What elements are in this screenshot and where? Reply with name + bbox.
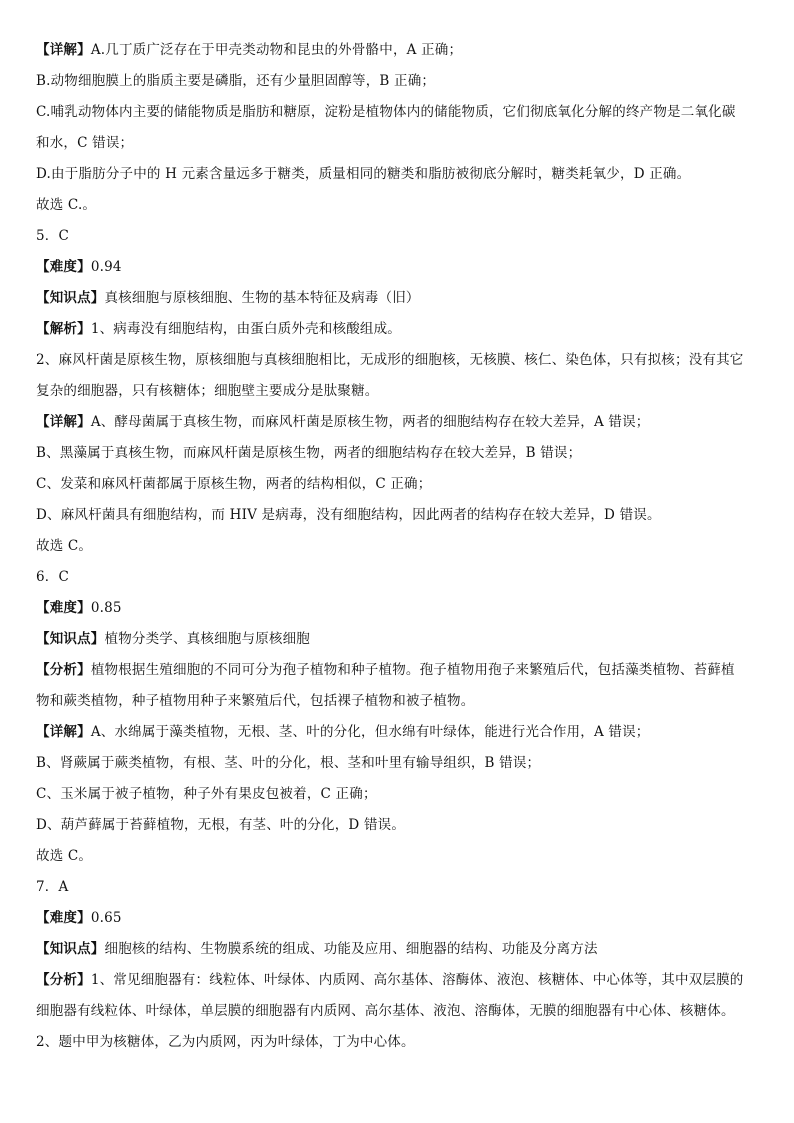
text-line <box>36 350 766 370</box>
text-line <box>36 1032 766 1052</box>
section-tag: 【难度】 <box>36 259 91 275</box>
line-text: 5．C <box>36 228 70 244</box>
text-line <box>36 443 766 463</box>
text-line <box>36 536 766 556</box>
text-line <box>36 753 766 773</box>
line-text: 7．A <box>36 879 69 895</box>
text-line <box>36 195 766 215</box>
line-text: A、酵母菌属于真核生物，而麻风杆菌是原核生物，两者的细胞结构存在较大差异，A 错误； <box>90 414 650 430</box>
line-text: 0.65 <box>90 910 122 926</box>
text-line <box>36 908 766 928</box>
text-line <box>36 505 766 525</box>
line-text: 故选 C。 <box>36 848 93 864</box>
line-text: 植物分类学、真核细胞与原核细胞 <box>104 631 310 647</box>
line-text: A.几丁质广泛存在于甲壳类动物和昆虫的外骨骼中，A 正确； <box>90 42 463 58</box>
section-tag: 【难度】 <box>36 600 91 616</box>
section-tag: 【详解】 <box>36 42 91 58</box>
line-text: B.动物细胞膜上的脂质主要是磷脂，还有少量胆固醇等，B 正确； <box>36 73 436 89</box>
line-text: 故选 C.。 <box>36 197 97 213</box>
text-line <box>36 381 766 401</box>
text-line <box>36 102 766 122</box>
line-text: 6．C <box>36 569 70 585</box>
section-tag: 【知识点】 <box>36 941 105 957</box>
line-text: 真核细胞与原核细胞、生物的基本特征及病毒（旧） <box>104 290 420 306</box>
text-line <box>36 567 766 587</box>
text-line <box>36 164 766 184</box>
text-line <box>36 660 766 680</box>
line-text: D.由于脂肪分子中的 H 元素含量远多于糖类，质量相同的糖类和脂肪被彻底分解时，糖类耗氧少，D 正确。 <box>36 166 691 182</box>
line-text: D、葫芦藓属于苔藓植物，无根，有茎、叶的分化，D 错误。 <box>36 817 406 833</box>
section-tag: 【详解】 <box>36 724 91 740</box>
section-tag: 【知识点】 <box>36 631 105 647</box>
line-text: 复杂的细胞器，只有核糖体；细胞壁主要成分是肽聚糖。 <box>36 383 379 399</box>
line-text: 植物根据生殖细胞的不同可分为孢子植物和种子植物。孢子植物用孢子来繁殖后代，包括藻类植物、苔藓植 <box>90 662 735 678</box>
line-text: 2、麻风杆菌是原核生物，原核细胞与真核细胞相比，无成形的细胞核，无核膜、核仁、染色体，只有拟核；没有其它 <box>36 352 744 368</box>
section-tag: 【难度】 <box>36 910 91 926</box>
line-text: 和水，C 错误； <box>36 135 134 151</box>
text-line <box>36 40 766 60</box>
text-line <box>36 71 766 91</box>
line-text: B、肾蕨属于蕨类植物，有根、茎、叶的分化，根、茎和叶里有输导组织，B 错误； <box>36 755 541 771</box>
line-text: C、玉米属于被子植物，种子外有果皮包被着，C 正确； <box>36 786 377 802</box>
text-line <box>36 970 766 990</box>
section-tag: 【分析】 <box>36 972 91 988</box>
text-line <box>36 598 766 618</box>
line-text: 细胞器有线粒体、叶绿体，单层膜的细胞器有内质网、高尔基体、液泡、溶酶体，无膜的细胞器有中心体、核糖体。 <box>36 1003 735 1019</box>
text-line <box>36 691 766 711</box>
text-line <box>36 1001 766 1021</box>
line-text: C.哺乳动物体内主要的储能物质是脂肪和糖原，淀粉是植物体内的储能物质，它们彻底氧化分解的终产物是二氧化碳 <box>36 104 736 120</box>
line-text: A、水绵属于藻类植物，无根、茎、叶的分化，但水绵有叶绿体，能进行光合作用，A 错误； <box>90 724 650 740</box>
line-text: 0.94 <box>90 259 122 275</box>
text-line <box>36 474 766 494</box>
text-line <box>36 846 766 866</box>
line-text: D、麻风杆菌具有细胞结构，而 HIV 是病毒，没有细胞结构，因此两者的结构存在较大差异，D 错误。 <box>36 507 661 523</box>
text-line <box>36 133 766 153</box>
text-line <box>36 629 766 649</box>
line-text: 2、题中甲为核糖体，乙为内质网，丙为叶绿体，丁为中心体。 <box>36 1034 415 1050</box>
text-line <box>36 815 766 835</box>
text-line <box>36 319 766 339</box>
line-text: 1、常见细胞器有：线粒体、叶绿体、内质网、高尔基体、溶酶体、液泡、核糖体、中心体等，其中双层膜的 <box>90 972 744 988</box>
text-line <box>36 257 766 277</box>
section-tag: 【详解】 <box>36 414 91 430</box>
line-text: 1、病毒没有细胞结构，由蛋白质外壳和核酸组成。 <box>90 321 402 337</box>
text-line <box>36 288 766 308</box>
text-line <box>36 877 766 897</box>
line-text: 物和蕨类植物，种子植物用种子来繁殖后代，包括裸子植物和被子植物。 <box>36 693 475 709</box>
line-text: B、黑藻属于真核生物，而麻风杆菌是原核生物，两者的细胞结构存在较大差异，B 错误； <box>36 445 582 461</box>
line-text: C、发菜和麻风杆菌都属于原核生物，两者的结构相似，C 正确； <box>36 476 432 492</box>
text-line <box>36 226 766 246</box>
line-text: 故选 C。 <box>36 538 93 554</box>
section-tag: 【解析】 <box>36 321 91 337</box>
text-line <box>36 939 766 959</box>
line-text: 0.85 <box>90 600 122 616</box>
text-line <box>36 784 766 804</box>
section-tag: 【分析】 <box>36 662 91 678</box>
section-tag: 【知识点】 <box>36 290 105 306</box>
line-text: 细胞核的结构、生物膜系统的组成、功能及应用、细胞器的结构、功能及分离方法 <box>104 941 598 957</box>
text-line <box>36 412 766 432</box>
text-line <box>36 722 766 742</box>
